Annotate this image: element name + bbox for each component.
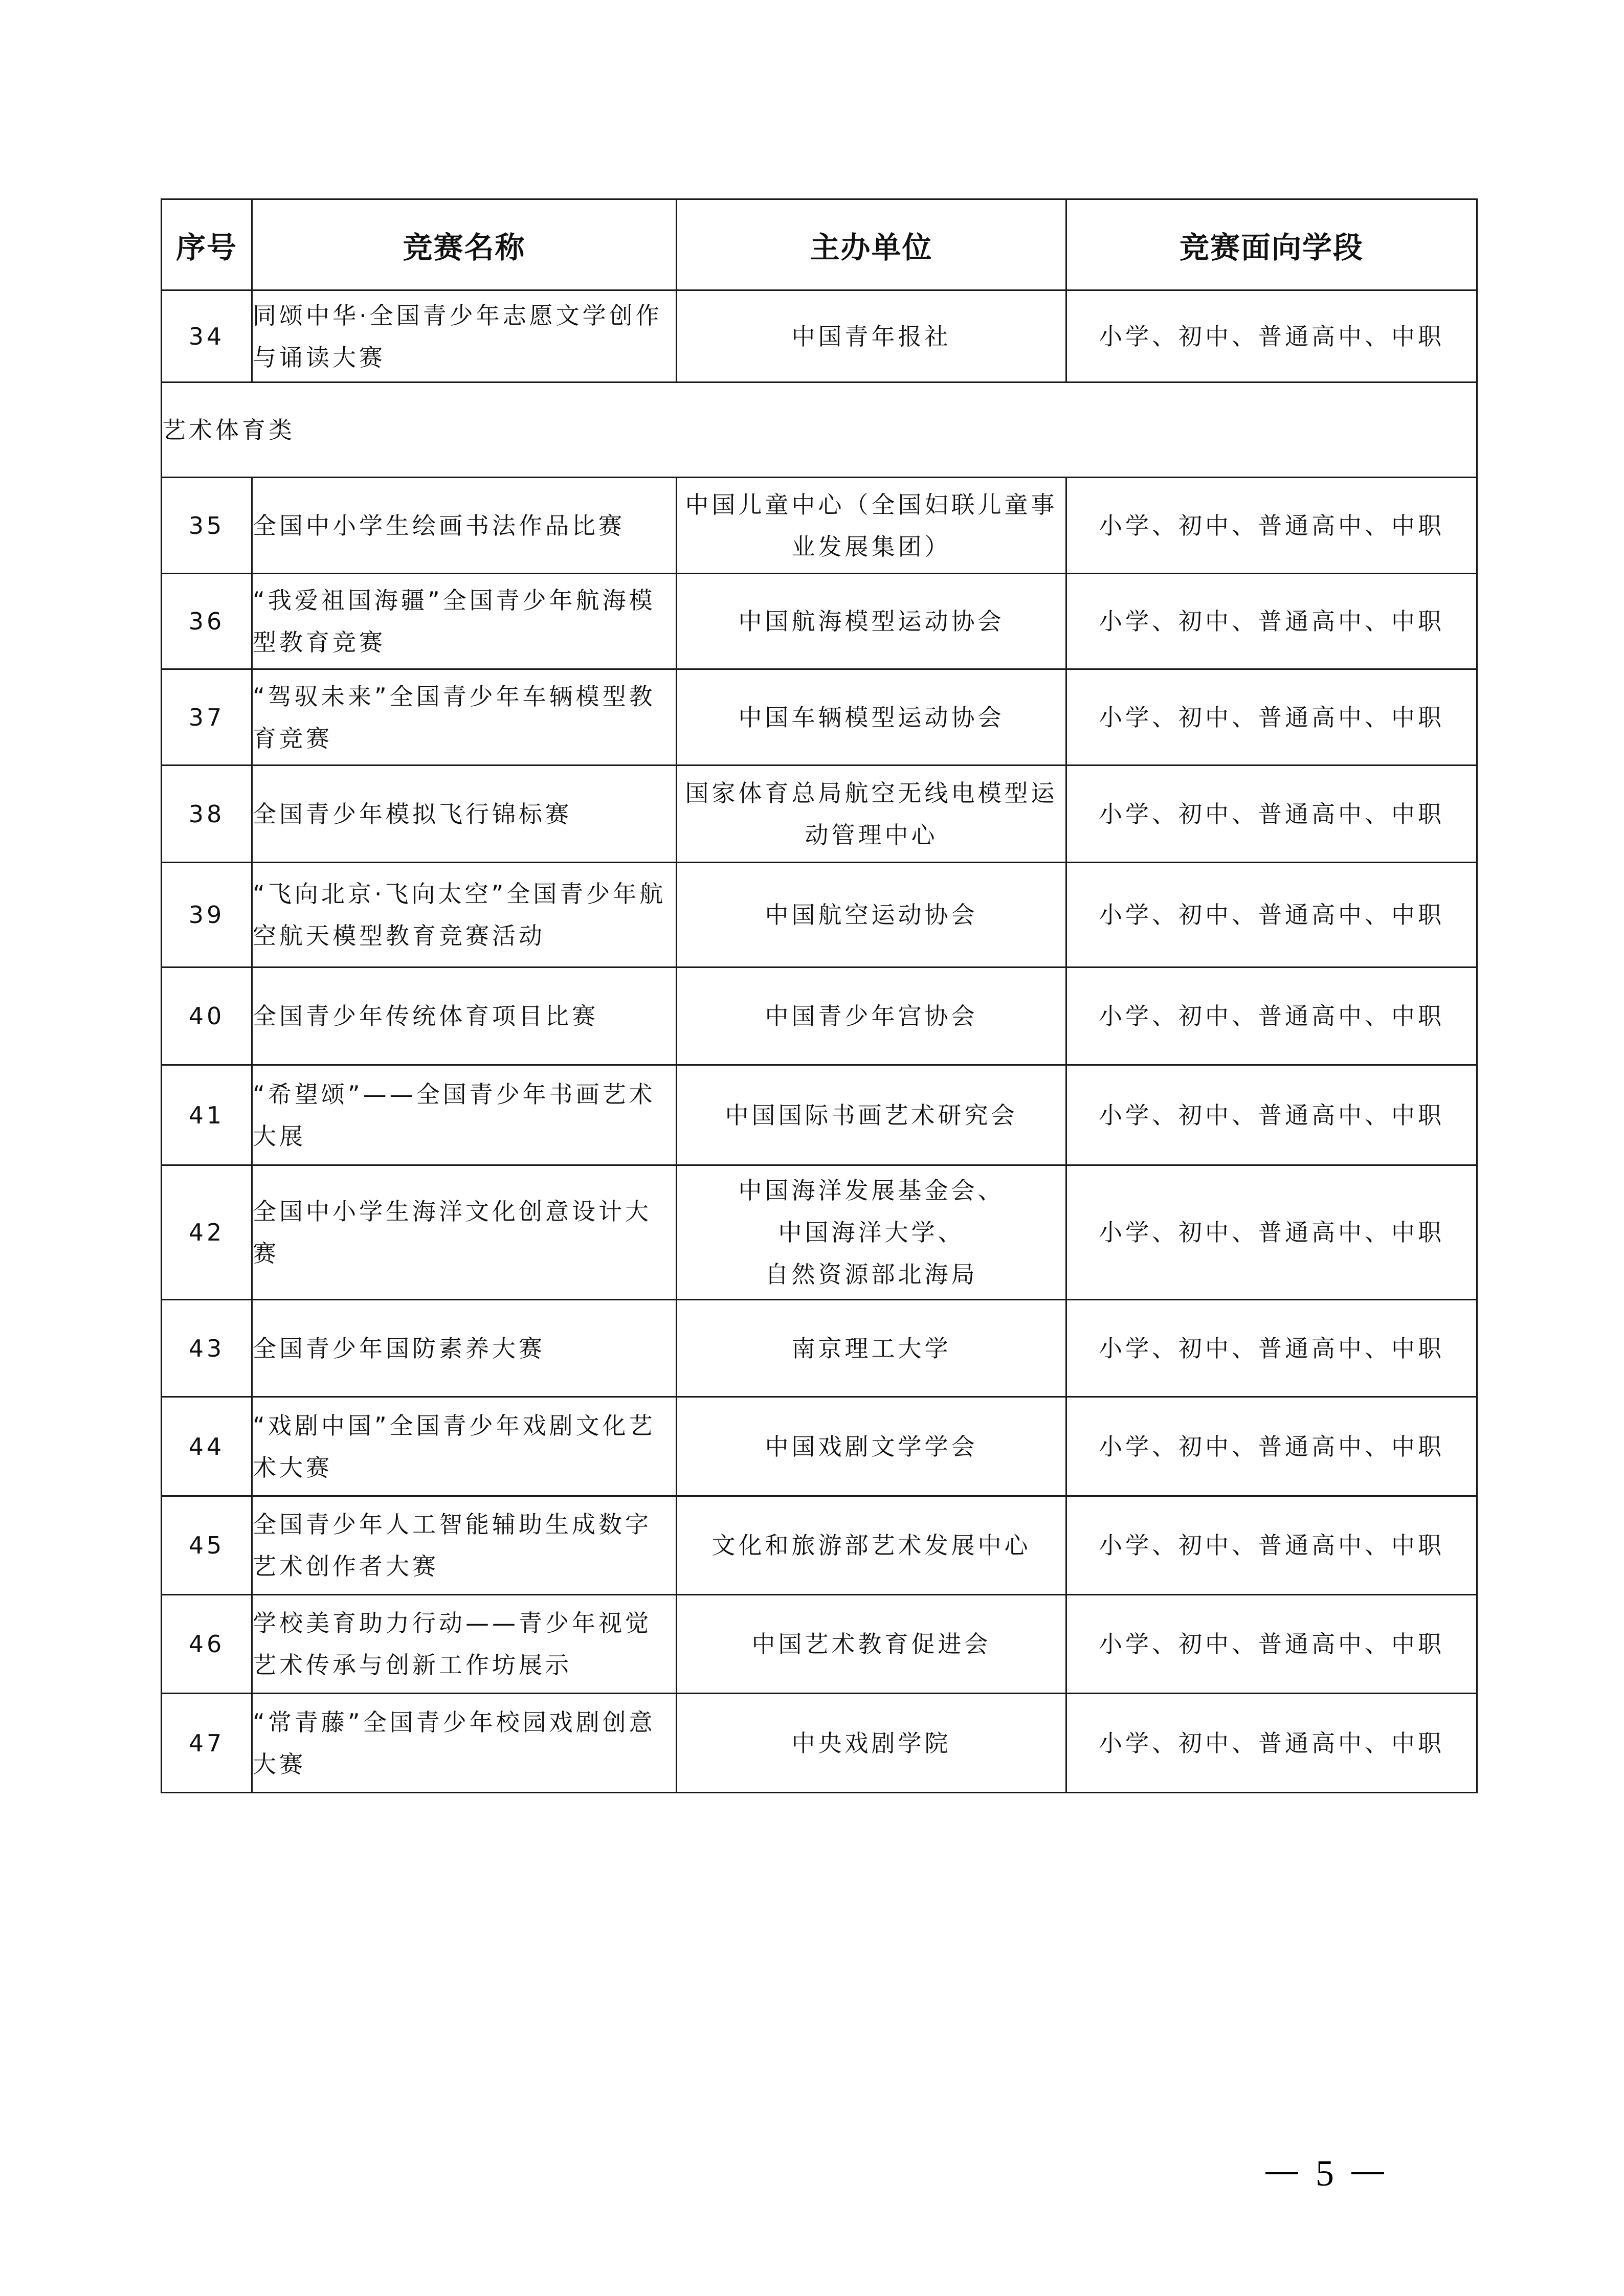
table-row <box>162 669 1477 766</box>
cell-organizer <box>677 1496 1066 1595</box>
cell-school-level: 小学、初中、普通高中、中职 <box>1066 1165 1477 1300</box>
organizer-line: 中国青少年宫协会 <box>765 1002 978 1030</box>
cell-serial-number: 38 <box>162 766 252 863</box>
cell-competition-name: 全国青少年模拟飞行锦标赛 <box>252 766 677 863</box>
cell-competition-name: 全国中小学生绘画书法作品比赛 <box>252 478 677 574</box>
cell-serial-number: 39 <box>162 863 252 967</box>
page-number <box>1248 2148 1401 2199</box>
cell-competition-name: 学校美育助力行动——青少年视觉艺术传承与创新工作坊展示 <box>252 1595 677 1694</box>
cell-school-level: 小学、初中、普通高中、中职 <box>1066 967 1477 1065</box>
cell-organizer <box>677 1300 1066 1397</box>
cell-organizer <box>677 1165 1066 1300</box>
organizer-line: 中国海洋大学、 <box>778 1219 965 1246</box>
organizer-line: 南京理工大学 <box>791 1334 951 1362</box>
table-row <box>162 574 1477 669</box>
table-row <box>162 1496 1477 1595</box>
cell-serial-number: 44 <box>162 1397 252 1496</box>
cell-organizer <box>677 574 1066 669</box>
organizer-line: 自然资源部北海局 <box>765 1260 978 1288</box>
cell-school-level: 小学、初中、普通高中、中职 <box>1066 1496 1477 1595</box>
cell-school-level: 小学、初中、普通高中、中职 <box>1066 1065 1477 1165</box>
cell-competition-name: “常青藤”全国青少年校园戏剧创意大赛 <box>252 1694 677 1793</box>
cell-organizer <box>677 766 1066 863</box>
table-row <box>162 1300 1477 1397</box>
cell-serial-number: 46 <box>162 1595 252 1694</box>
cell-school-level: 小学、初中、普通高中、中职 <box>1066 1595 1477 1694</box>
header-school-level: 竞赛面向学段 <box>1066 199 1477 290</box>
cell-serial-number: 47 <box>162 1694 252 1793</box>
table-row <box>162 1694 1477 1793</box>
organizer-line: 中国航海模型运动协会 <box>738 607 1005 635</box>
cell-serial-number: 37 <box>162 669 252 766</box>
organizer-line: 中国海洋发展基金会、 <box>738 1177 1005 1204</box>
dash-left <box>1265 2172 1298 2174</box>
table-row <box>162 863 1477 967</box>
cell-school-level: 小学、初中、普通高中、中职 <box>1066 669 1477 766</box>
table-row <box>162 967 1477 1065</box>
cell-competition-name: 全国青少年传统体育项目比赛 <box>252 967 677 1065</box>
cell-organizer <box>677 1397 1066 1496</box>
cell-school-level: 小学、初中、普通高中、中职 <box>1066 863 1477 967</box>
cell-organizer <box>677 863 1066 967</box>
cell-organizer <box>677 290 1066 382</box>
cell-competition-name: “希望颂”——全国青少年书画艺术大展 <box>252 1065 677 1165</box>
cell-serial-number: 35 <box>162 478 252 574</box>
cell-organizer <box>677 1065 1066 1165</box>
cell-school-level: 小学、初中、普通高中、中职 <box>1066 290 1477 382</box>
table-row <box>162 290 1477 382</box>
dash-right <box>1351 2172 1384 2174</box>
cell-organizer <box>677 967 1066 1065</box>
competition-table <box>161 198 1478 1793</box>
cell-serial-number: 34 <box>162 290 252 382</box>
organizer-line: 中央戏剧学院 <box>791 1729 951 1757</box>
cell-organizer <box>677 669 1066 766</box>
table-row <box>162 1595 1477 1694</box>
table-body <box>162 290 1477 1793</box>
organizer-line: 中国国际书画艺术研究会 <box>725 1101 1018 1129</box>
cell-school-level: 小学、初中、普通高中、中职 <box>1066 1300 1477 1397</box>
category-row <box>162 382 1477 478</box>
table-row <box>162 478 1477 574</box>
organizer-line: 中国车辆模型运动协会 <box>738 703 1005 731</box>
page-number-value: 5 <box>1316 2152 1334 2194</box>
organizer-line: 中国儿童中心（全国妇联儿童事业发展集团） <box>685 490 1058 560</box>
table-row <box>162 1065 1477 1165</box>
cell-organizer <box>677 1694 1066 1793</box>
cell-serial-number: 36 <box>162 574 252 669</box>
organizer-line: 中国航空运动协会 <box>765 901 978 929</box>
table-row <box>162 1165 1477 1300</box>
organizer-line: 文化和旅游部艺术发展中心 <box>711 1532 1031 1559</box>
header-competition-name: 竞赛名称 <box>252 199 677 290</box>
cell-school-level: 小学、初中、普通高中、中职 <box>1066 1694 1477 1793</box>
cell-school-level: 小学、初中、普通高中、中职 <box>1066 1397 1477 1496</box>
cell-competition-name: 全国中小学生海洋文化创意设计大赛 <box>252 1165 677 1300</box>
cell-competition-name: “我爱祖国海疆”全国青少年航海模型教育竞赛 <box>252 574 677 669</box>
organizer-line: 国家体育总局航空无线电模型运动管理中心 <box>685 779 1058 849</box>
cell-competition-name: 全国青少年人工智能辅助生成数字艺术创作者大赛 <box>252 1496 677 1595</box>
header-serial-number: 序号 <box>162 199 252 290</box>
header-organizer: 主办单位 <box>677 199 1066 290</box>
table-row <box>162 766 1477 863</box>
organizer-line: 中国艺术教育促进会 <box>751 1630 991 1658</box>
cell-competition-name: “飞向北京·飞向太空”全国青少年航空航天模型教育竞赛活动 <box>252 863 677 967</box>
cell-organizer <box>677 478 1066 574</box>
cell-competition-name: 全国青少年国防素养大赛 <box>252 1300 677 1397</box>
organizer-line: 中国戏剧文学学会 <box>765 1432 978 1460</box>
cell-school-level: 小学、初中、普通高中、中职 <box>1066 766 1477 863</box>
cell-serial-number: 45 <box>162 1496 252 1595</box>
cell-competition-name: 同颂中华·全国青少年志愿文学创作与诵读大赛 <box>252 290 677 382</box>
table-row <box>162 1397 1477 1496</box>
cell-organizer <box>677 1595 1066 1694</box>
category-label: 艺术体育类 <box>162 382 1477 478</box>
cell-serial-number: 43 <box>162 1300 252 1397</box>
cell-competition-name: “戏剧中国”全国青少年戏剧文化艺术大赛 <box>252 1397 677 1496</box>
organizer-line: 中国青年报社 <box>791 322 951 350</box>
cell-school-level: 小学、初中、普通高中、中职 <box>1066 574 1477 669</box>
cell-competition-name: “驾驭未来”全国青少年车辆模型教育竞赛 <box>252 669 677 766</box>
cell-serial-number: 42 <box>162 1165 252 1300</box>
cell-serial-number: 41 <box>162 1065 252 1165</box>
cell-school-level: 小学、初中、普通高中、中职 <box>1066 478 1477 574</box>
cell-serial-number: 40 <box>162 967 252 1065</box>
table-header-row <box>162 199 1477 290</box>
